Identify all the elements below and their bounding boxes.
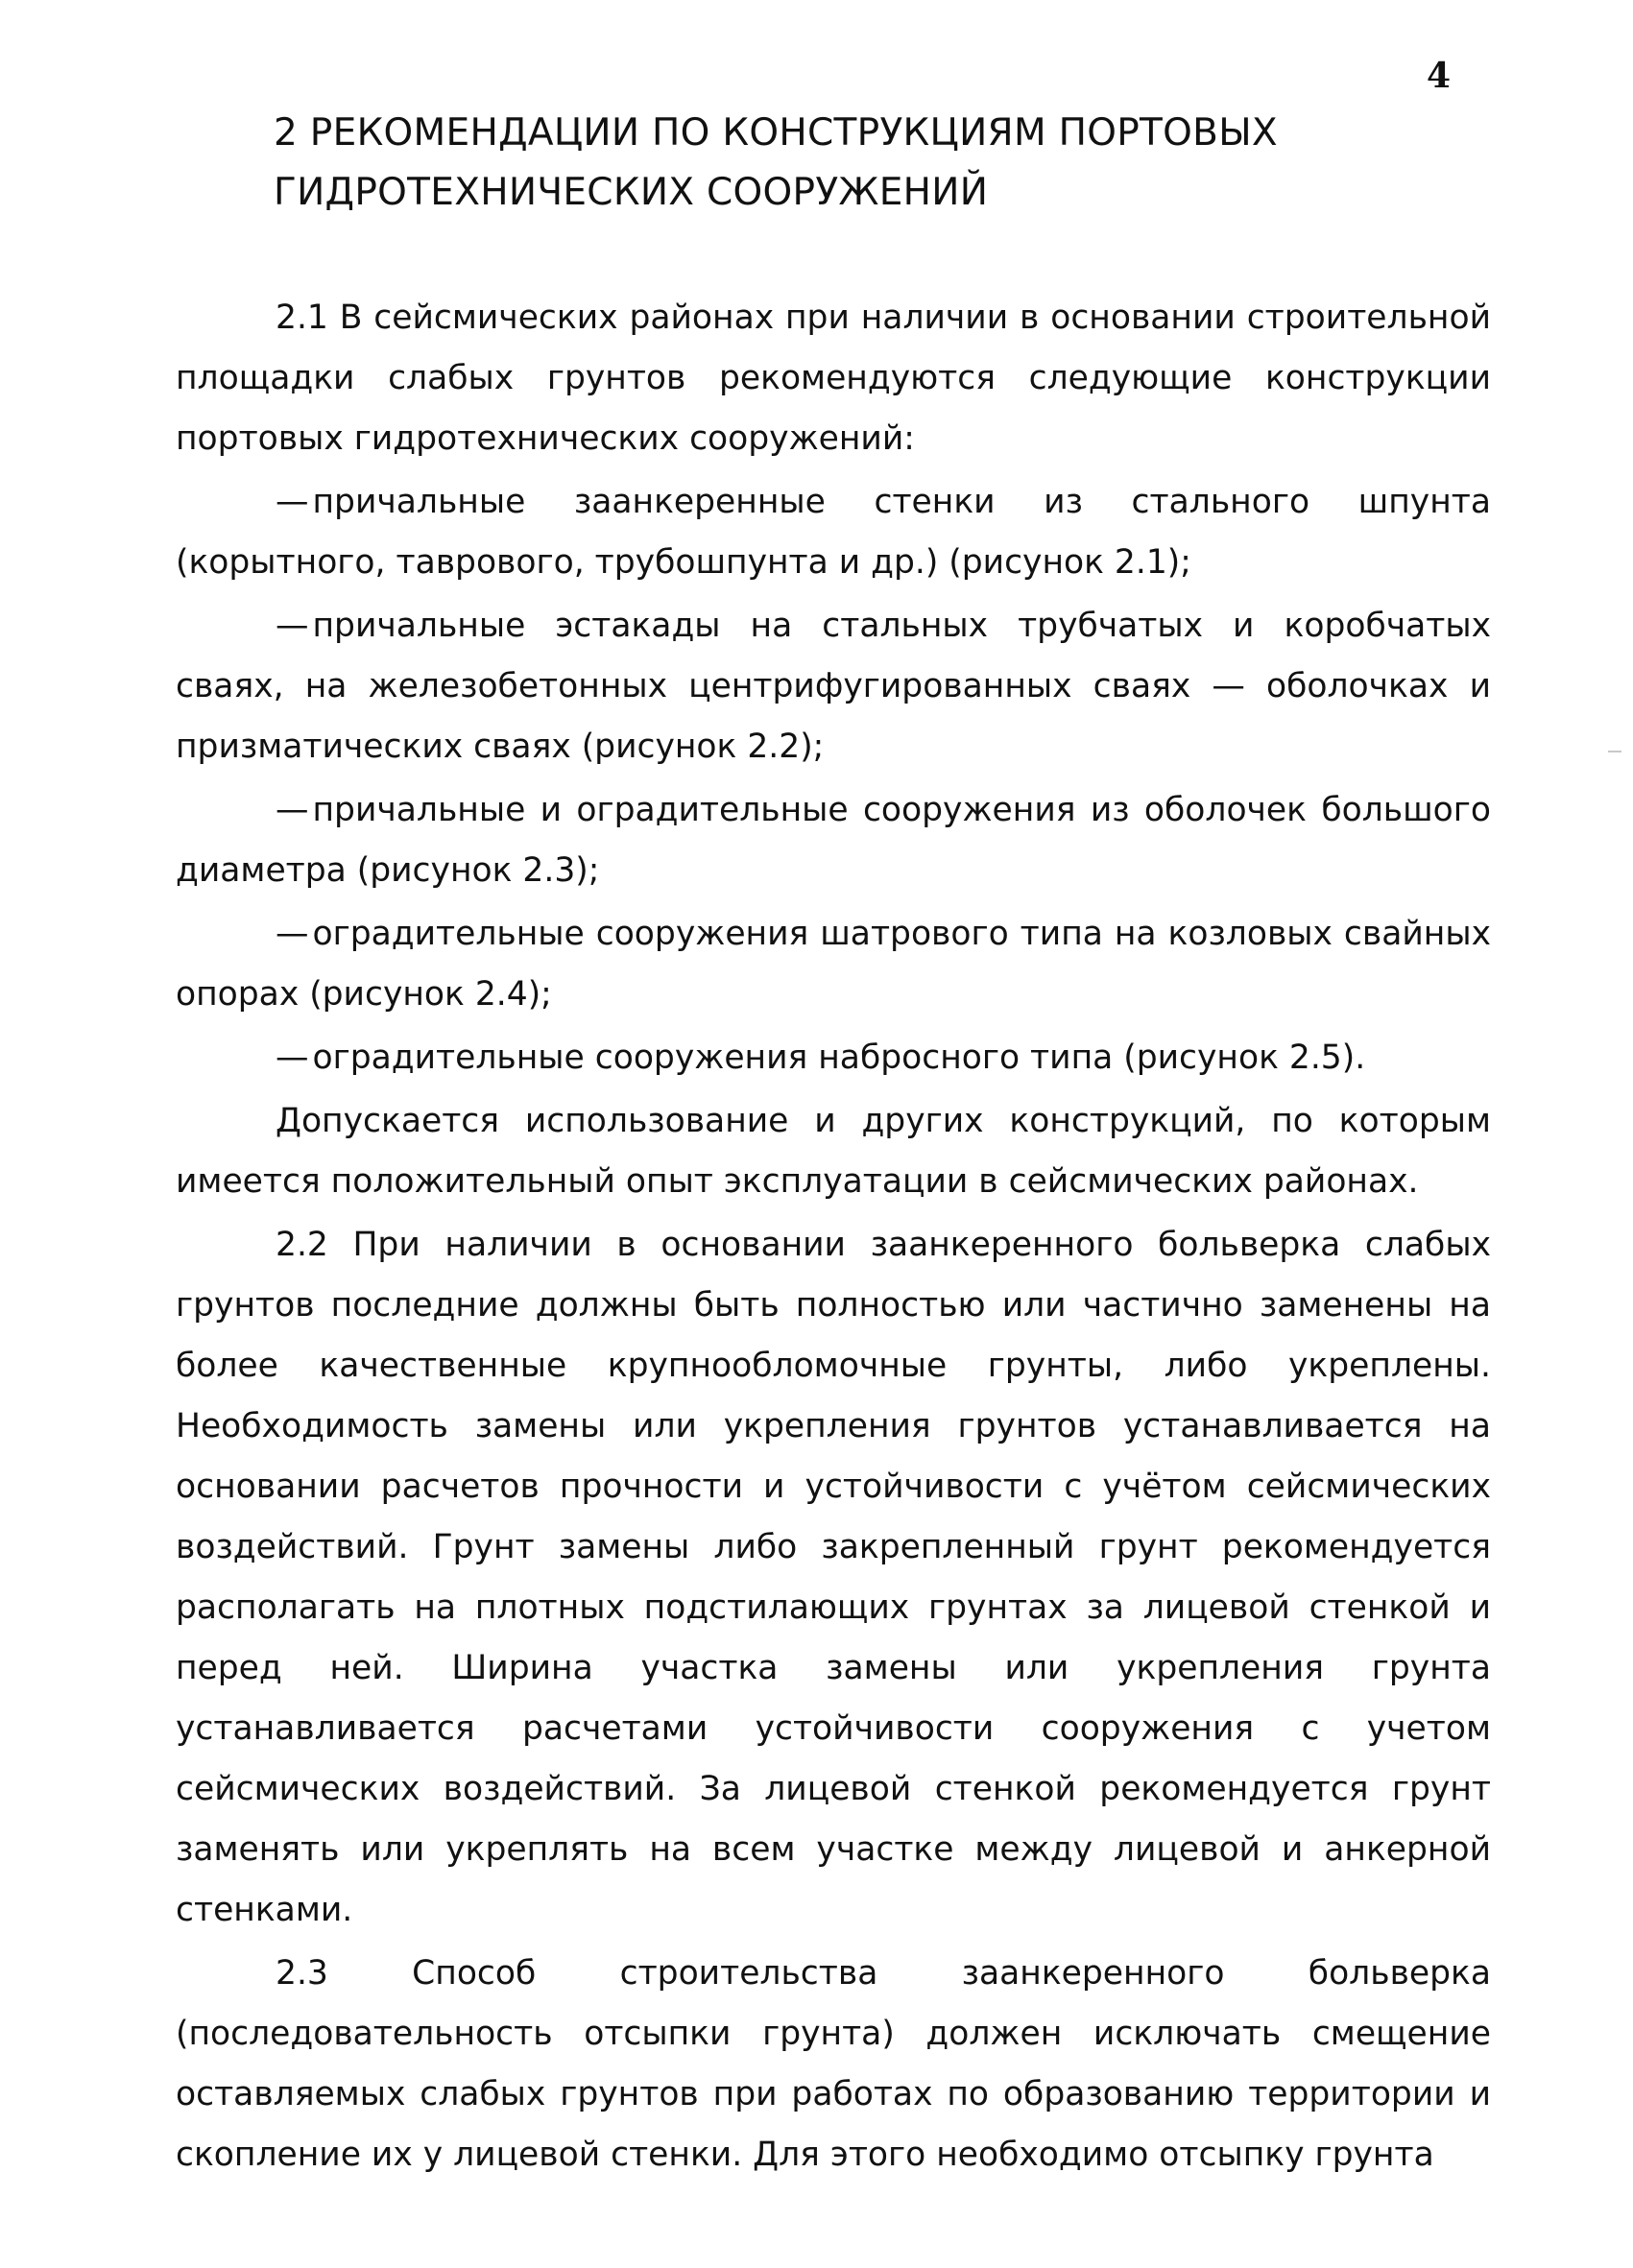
- scan-margin-mark: [1608, 751, 1621, 752]
- list-item: [176, 904, 1491, 1025]
- list-dash: —: [276, 483, 309, 521]
- list-dash: —: [276, 791, 309, 829]
- list-item-text: причальные заанкеренные стенки из стального шпунта (корытного, таврового, трубошпунта и др.) (рисунок 2.1);: [176, 483, 1491, 582]
- list-dash: —: [276, 915, 309, 953]
- section-heading: [274, 104, 1426, 223]
- list-item-text: оградительные сооружения шатрового типа на козловых свайных опорах (рисунок 2.4);: [176, 915, 1491, 1014]
- list-item-text: оградительные сооружения набросного типа (рисунок 2.5).: [312, 1039, 1366, 1077]
- heading-line-1: 2 РЕКОМЕНДАЦИИ ПО КОНСТРУКЦИЯМ ПОРТОВЫХ: [274, 111, 1278, 155]
- paragraph-2-3: 2.3 Способ строительства заанкеренного больверка (последовательность отсыпки грунта) должен исключать смещение оставляемых слабых грунтов при работах по образованию территории и скопление их у лицевой стенки. Для этого необходимо отсыпку грунта: [176, 1954, 1491, 2174]
- list-item: [176, 780, 1491, 901]
- list-item: [176, 1028, 1491, 1088]
- list-item-text: причальные и оградительные сооружения из оболочек большого диаметра (рисунок 2.3);: [176, 791, 1491, 890]
- list-dash: —: [276, 1039, 309, 1077]
- list-item: [176, 596, 1491, 777]
- page-number: 4: [1426, 56, 1451, 96]
- paragraph-note: Допускается использование и других конструкций, по которым имеется положительный опыт эксплуатации в сейсмических районах.: [176, 1102, 1491, 1201]
- list-item-text: причальные эстакады на стальных трубчатых и коробчатых сваях, на железобетонных центрифугированных сваях — оболочках и призматических сваях (рисунок 2.2);: [176, 607, 1491, 766]
- list-item: [176, 472, 1491, 593]
- body-text: [176, 288, 1491, 2188]
- paragraph-2-1: 2.1 В сейсмических районах при наличии в основании строительной площадки слабых грунтов рекомендуются следующие конструкции портовых гидротехнических сооружений:: [176, 298, 1491, 458]
- heading-line-2: ГИДРОТЕХНИЧЕСКИХ СООРУЖЕНИЙ: [274, 171, 989, 214]
- list-dash: —: [276, 607, 309, 645]
- paragraph-2-2: 2.2 При наличии в основании заанкеренного больверка слабых грунтов последние должны быть полностью или частично заменены на более качественные крупнообломочные грунты, либо укреплены. Необходимость замены или укрепления грунтов устанавливается на основании расчетов прочности и устойчивости с учётом сейсмических воздействий. Грунт замены либо закрепленный грунт рекомендуется располагать на плотных подстилающих грунтах за лицевой стенкой и перед ней. Ширина участка замены или укрепления грунта устанавливается расчетами устойчивости сооружения с учетом сейсмических воздействий. За лицевой стенкой рекомендуется грунт заменять или укреплять на всем участке между лицевой и анкерной стенками.: [176, 1226, 1491, 1929]
